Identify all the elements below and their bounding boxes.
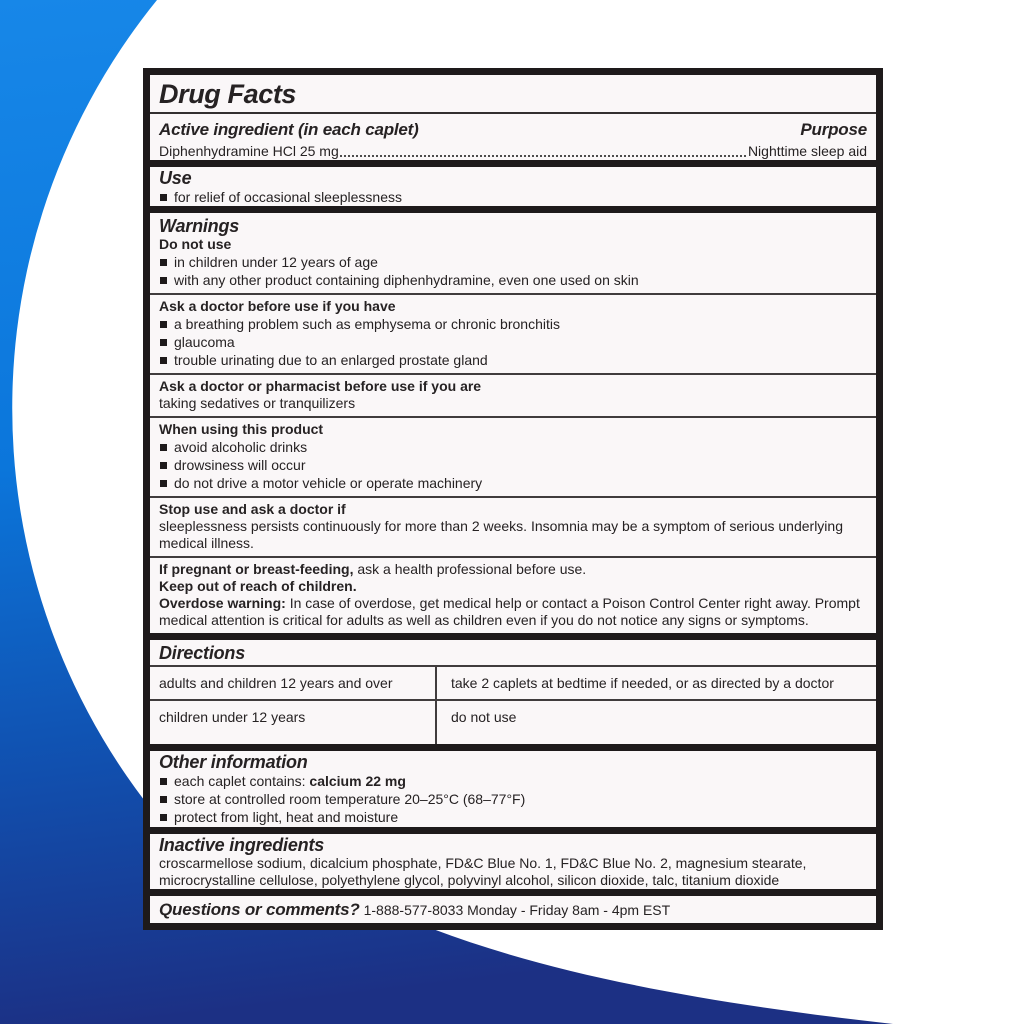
bullet-square-icon <box>160 259 167 266</box>
inactive-ingredients-heading: Inactive ingredients <box>159 835 325 855</box>
directions-heading: Directions <box>159 643 246 663</box>
warning-item-text: do not drive a motor vehicle or operate machinery <box>174 475 483 491</box>
warnings-heading: Warnings <box>159 216 240 236</box>
ingredient-row <box>159 143 867 160</box>
warning-divider <box>150 293 876 295</box>
pregnant-warning-text: ask a health professional before use. <box>353 561 587 577</box>
warning-item-text: avoid alcoholic drinks <box>174 439 308 455</box>
warning-divider <box>150 496 876 498</box>
warning-group-text: sleeplessness persists continuously for more than 2 weeks. Insomnia may be a symptom of serious underlying medical illness. <box>159 518 843 551</box>
active-ingredient-heading: Active ingredient (in each caplet) <box>159 120 419 139</box>
warning-item <box>159 254 867 271</box>
bullet-square-icon <box>160 814 167 821</box>
section-separator <box>150 160 876 167</box>
title-divider <box>150 112 876 114</box>
other-info-plain: store at controlled room temperature 20–25°C (68–77°F) <box>174 791 526 807</box>
other-info-item <box>159 773 867 790</box>
warning-group-stop-use <box>159 501 867 552</box>
section-use <box>150 167 876 206</box>
warning-group-heading: Stop use and ask a doctor if <box>159 501 346 517</box>
warning-item-text: glaucoma <box>174 334 235 350</box>
use-heading: Use <box>159 168 192 188</box>
use-item <box>159 189 867 206</box>
bullet-square-icon <box>160 480 167 487</box>
warning-group-when-using <box>159 421 867 492</box>
pregnant-warning-bold: If pregnant or breast-feeding, <box>159 561 354 577</box>
other-info-plain: protect from light, heat and moisture <box>174 809 399 825</box>
other-info-plain: each caplet contains: <box>174 773 310 789</box>
warning-group-heading: When using this product <box>159 421 324 437</box>
pregnant-warning <box>159 561 867 578</box>
warning-group-text: taking sedatives or tranquilizers <box>159 395 356 411</box>
warning-group-ask-pharmacist <box>159 378 867 412</box>
keep-out-warning: Keep out of reach of children. <box>159 578 357 594</box>
drug-facts-panel <box>143 68 883 930</box>
overdose-warning <box>159 595 867 629</box>
warning-item <box>159 475 867 492</box>
warning-item <box>159 316 867 333</box>
warning-item <box>159 439 867 456</box>
warning-group-ask-doctor <box>159 298 867 369</box>
other-info-item-text <box>174 791 525 808</box>
warning-item <box>159 272 867 289</box>
warning-footer <box>159 561 867 629</box>
section-questions <box>150 896 876 920</box>
section-active-ingredient <box>150 75 876 160</box>
other-info-item-text <box>174 773 406 790</box>
overdose-warning-bold: Overdose warning: <box>159 595 286 611</box>
warning-item-text: a breathing problem such as emphysema or chronic bronchitis <box>174 316 560 332</box>
section-separator <box>150 889 876 896</box>
bullet-square-icon <box>160 444 167 451</box>
directions-row <box>150 701 876 744</box>
other-info-item <box>159 791 867 808</box>
directions-population: children under 12 years <box>150 701 437 744</box>
warning-group-heading: Ask a doctor or pharmacist before use if you are <box>159 378 482 394</box>
warning-group-do-not-use <box>159 236 867 289</box>
questions-phone-text: 1-888-577-8033 Monday - Friday 8am - 4pm EST <box>363 902 671 918</box>
bullet-square-icon <box>160 796 167 803</box>
warning-item-text: with any other product containing diphenhydramine, even one used on skin <box>174 272 639 288</box>
section-directions <box>150 640 876 744</box>
questions-heading: Questions or comments? <box>159 900 360 919</box>
section-separator <box>150 206 876 213</box>
warning-divider <box>150 416 876 418</box>
section-other-information <box>150 751 876 827</box>
use-item-text: for relief of occasional sleeplessness <box>174 189 403 205</box>
other-info-item <box>159 809 867 826</box>
overdose-warning-text: In case of overdose, get medical help or contact a Poison Control Center right away. Prompt medical attention is critical for adults as well as children even if you do not notice any signs or symptoms. <box>159 595 860 628</box>
warning-item-text: trouble urinating due to an enlarged prostate gland <box>174 352 488 368</box>
directions-table <box>150 665 876 744</box>
section-inactive-ingredients <box>150 834 876 889</box>
ingredient-purpose: Nighttime sleep aid <box>747 143 867 159</box>
warning-item <box>159 457 867 474</box>
warning-item-text: in children under 12 years of age <box>174 254 378 270</box>
other-info-bold: calcium 22 mg <box>309 773 406 789</box>
inactive-ingredients-text: croscarmellose sodium, dicalcium phosphate, FD&C Blue No. 1, FD&C Blue No. 2, magnesium stearate, microcrystalline cellulose, polyethylene glycol, polyvinyl alcohol, silicon dioxide, talc, titanium dioxide <box>159 855 807 888</box>
directions-instruction: do not use <box>451 709 517 725</box>
warning-item-text: drowsiness will occur <box>174 457 306 473</box>
directions-row <box>150 667 876 701</box>
section-separator <box>150 744 876 751</box>
bullet-square-icon <box>160 339 167 346</box>
warning-divider <box>150 556 876 558</box>
other-information-heading: Other information <box>159 752 308 772</box>
bullet-square-icon <box>160 357 167 364</box>
bullet-square-icon <box>160 321 167 328</box>
bullet-square-icon <box>160 194 167 201</box>
purpose-heading: Purpose <box>800 120 867 139</box>
bullet-square-icon <box>160 277 167 284</box>
warning-group-heading: Ask a doctor before use if you have <box>159 298 396 314</box>
bullet-square-icon <box>160 778 167 785</box>
questions-row <box>159 896 867 920</box>
dotted-leader <box>340 155 746 157</box>
warning-item <box>159 352 867 369</box>
bullet-square-icon <box>160 462 167 469</box>
directions-population: adults and children 12 years and over <box>150 667 437 699</box>
panel-title: Drug Facts <box>159 79 297 109</box>
warning-divider <box>150 373 876 375</box>
directions-instruction: take 2 caplets at bedtime if needed, or as directed by a doctor <box>451 675 834 691</box>
warning-group-heading: Do not use <box>159 236 232 252</box>
section-warnings <box>150 213 876 633</box>
ingredient-heading-row <box>159 120 867 139</box>
warning-item <box>159 334 867 351</box>
other-info-item-text <box>174 809 398 826</box>
section-separator <box>150 827 876 834</box>
ingredient-name: Diphenhydramine HCl 25 mg <box>159 143 339 159</box>
section-separator <box>150 633 876 640</box>
